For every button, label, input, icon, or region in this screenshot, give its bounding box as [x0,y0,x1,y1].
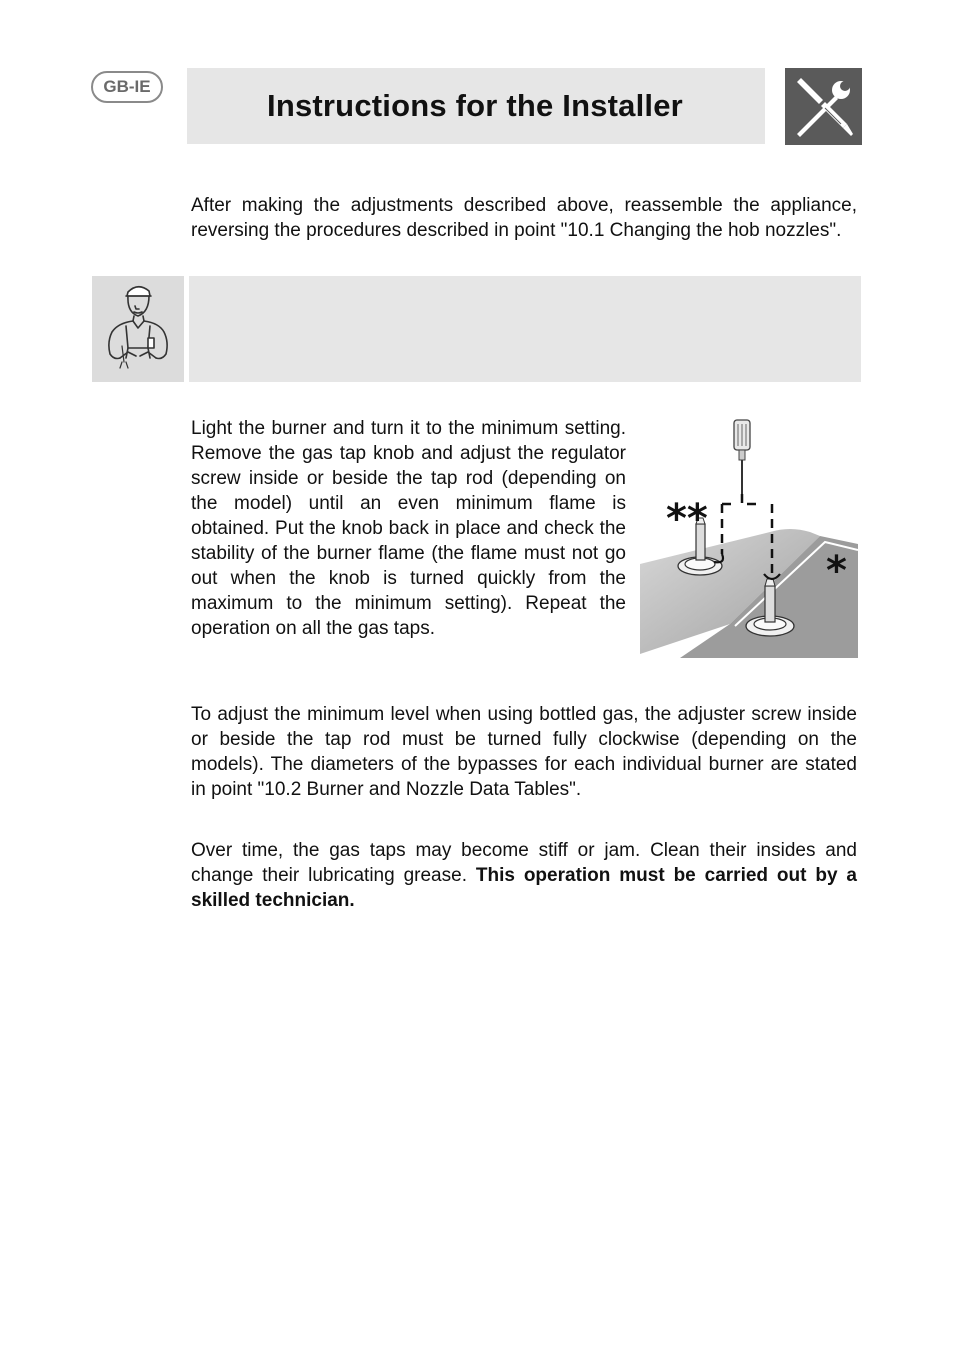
technician-icon [92,276,184,382]
maintenance-text: Over time, the gas taps may become stiff or jam. Clean their insides and change their lubricating grease. [191,840,857,886]
tap-adjustment-figure [640,414,858,658]
double-star-label: ** [666,496,708,542]
single-star-label: * [826,548,847,594]
reassemble-paragraph: After making the adjustments described above, reassemble the appliance, reversing the procedures described in point "10.1 Changing the hob nozzles". [191,195,857,241]
note-bar [189,276,861,382]
language-badge: GB-IE [91,71,163,103]
page-title: Instructions for the Installer [267,88,683,123]
maintenance-warning: This operation must be carried out by a skilled technician. [191,865,857,911]
maintenance-paragraph [191,838,857,913]
bottled-gas-paragraph: To adjust the minimum level when using bottled gas, the adjuster screw inside or beside the tap rod must be turned fully clockwise (depending on the models). The diameters of the bypasses for each individual burner are stated in point "10.2 Burner and Nozzle Data Tables". [191,704,857,800]
minimum-setting-paragraph: Light the burner and turn it to the minimum setting. Remove the gas tap knob and adjust the regulator screw inside or beside the tap rod (depending on the model) until an even minimum flame is obtained. Put the knob back in place and check the stability of the burner flame (the flame must not go out when the knob is turned quickly from the maximum to the minimum setting). Repeat the operation on all the gas taps. [191,418,626,639]
screwdriver-wrench-icon [785,68,862,145]
header-bar [187,68,765,144]
